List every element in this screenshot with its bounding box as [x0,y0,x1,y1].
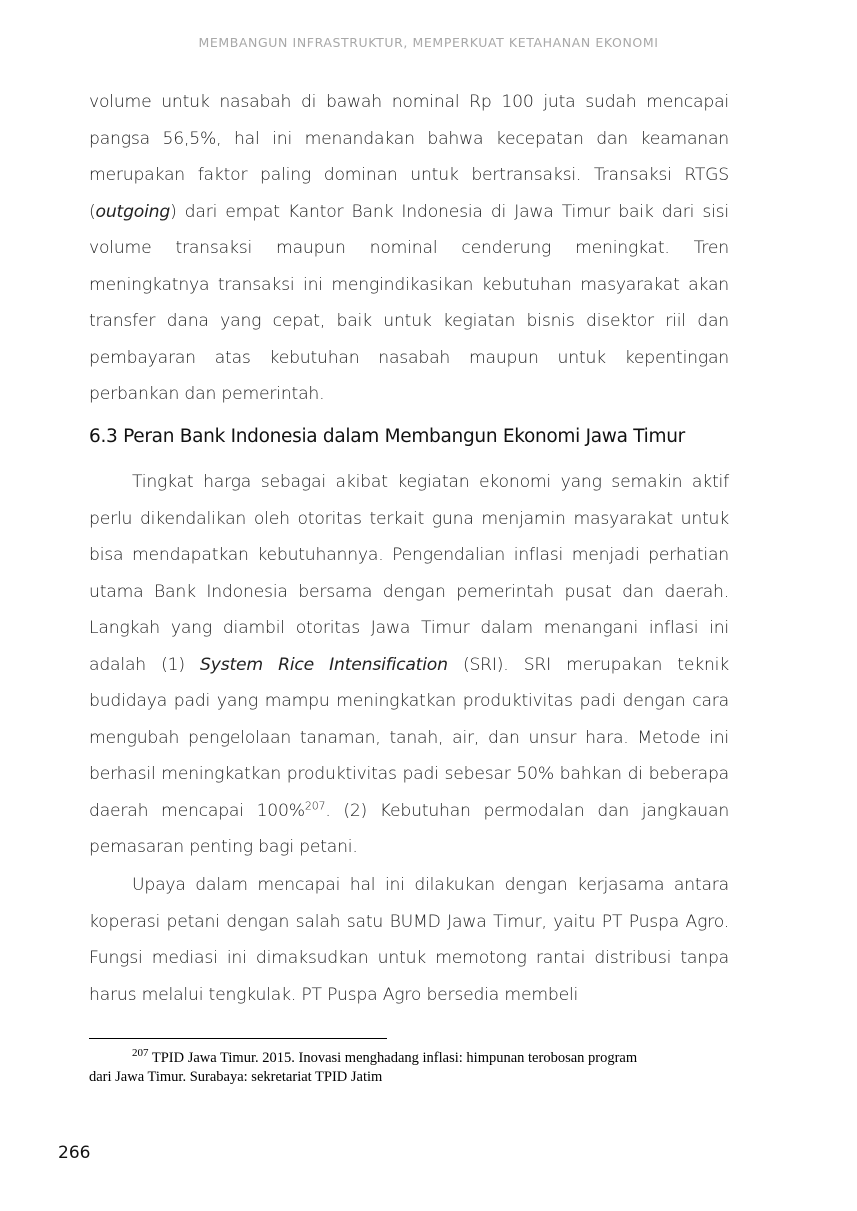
paragraph-1 [89,84,729,413]
paragraph-1-italic: outgoing [95,201,171,222]
paragraph-2-text-c: . (2) Kebutuhan permodalan dan jangkauan pemasaran penting bagi petani. [89,800,730,857]
paragraph-2 [89,464,729,866]
page-number: 266 [58,1143,91,1163]
paragraph-3 [89,867,729,1013]
paragraph-2-text-b: (SRI). SRI merupakan teknik budidaya padi yang mampu meningkatkan produktivitas padi dengan cara mengubah pengelolaan tanaman, tanah, air, dan unsur hara. Metode ini berhasil meningkatkan produktivitas padi sebesar 50% bahkan di beberapa daerah mencapai 100% [89,654,729,821]
footnote-line-2: dari Jawa Timur. Surabaya: sekretariat TPID Jatim [89,1069,383,1085]
footnote-reference: 207 [304,798,326,812]
paragraph-3-text: Upaya dalam mencapai hal ini dilakukan dengan kerjasama antara koperasi petani dengan salah satu BUMD Jawa Timur, yaitu PT Puspa Agro. Fungsi mediasi ini dimaksudkan untuk memotong rantai distribusi tanpa harus melalui tengkulak. PT Puspa Agro bersedia membeli [89,875,729,1005]
footnote-number: 207 [132,1047,149,1060]
footnote [89,1049,729,1087]
running-header: MEMBANGUN INFRASTRUKTUR, MEMPERKUAT KETAHANAN EKONOMI [198,35,659,50]
footnote-divider [89,1038,387,1039]
paragraph-2-italic: System Rice Intensification [200,654,448,675]
paragraph-1-text-b: ) dari empat Kantor Bank Indonesia di Jawa Timur baik dari sisi volume transaksi maupun nominal cenderung meningkat. Tren meningkatnya transaksi ini mengindikasikan kebutuhan masyarakat akan transfer dana yang cepat, baik untuk kegiatan bisnis disektor riil dan pembayaran atas kebutuhan nasabah maupun untuk kepentingan perbankan dan pemerintah. [89,201,729,404]
footnote-line-1: TPID Jawa Timur. 2015. Inovasi menghadang inflasi: himpunan terobosan program [148,1050,638,1066]
section-heading: 6.3 Peran Bank Indonesia dalam Membangun Ekonomi Jawa Timur [89,426,685,447]
paragraph-1-text-a: volume untuk nasabah di bawah nominal Rp 100 juta sudah mencapai pangsa 56,5%, hal ini menandakan bahwa kecepatan dan keamanan merupakan faktor paling dominan untuk bertransaksi. Transaksi RTGS ( [89,92,729,222]
paragraph-2-text-a: Tingkat harga sebagai akibat kegiatan ekonomi yang semakin aktif perlu dikendalikan oleh otoritas terkait guna menjamin masyarakat untuk bisa mendapatkan kebutuhannya. Pengendalian inflasi menjadi perhatian utama Bank Indonesia bersama dengan pemerintah pusat dan daerah. Langkah yang diambil otoritas Jawa Timur dalam menangani inflasi ini adalah (1) [89,472,729,675]
